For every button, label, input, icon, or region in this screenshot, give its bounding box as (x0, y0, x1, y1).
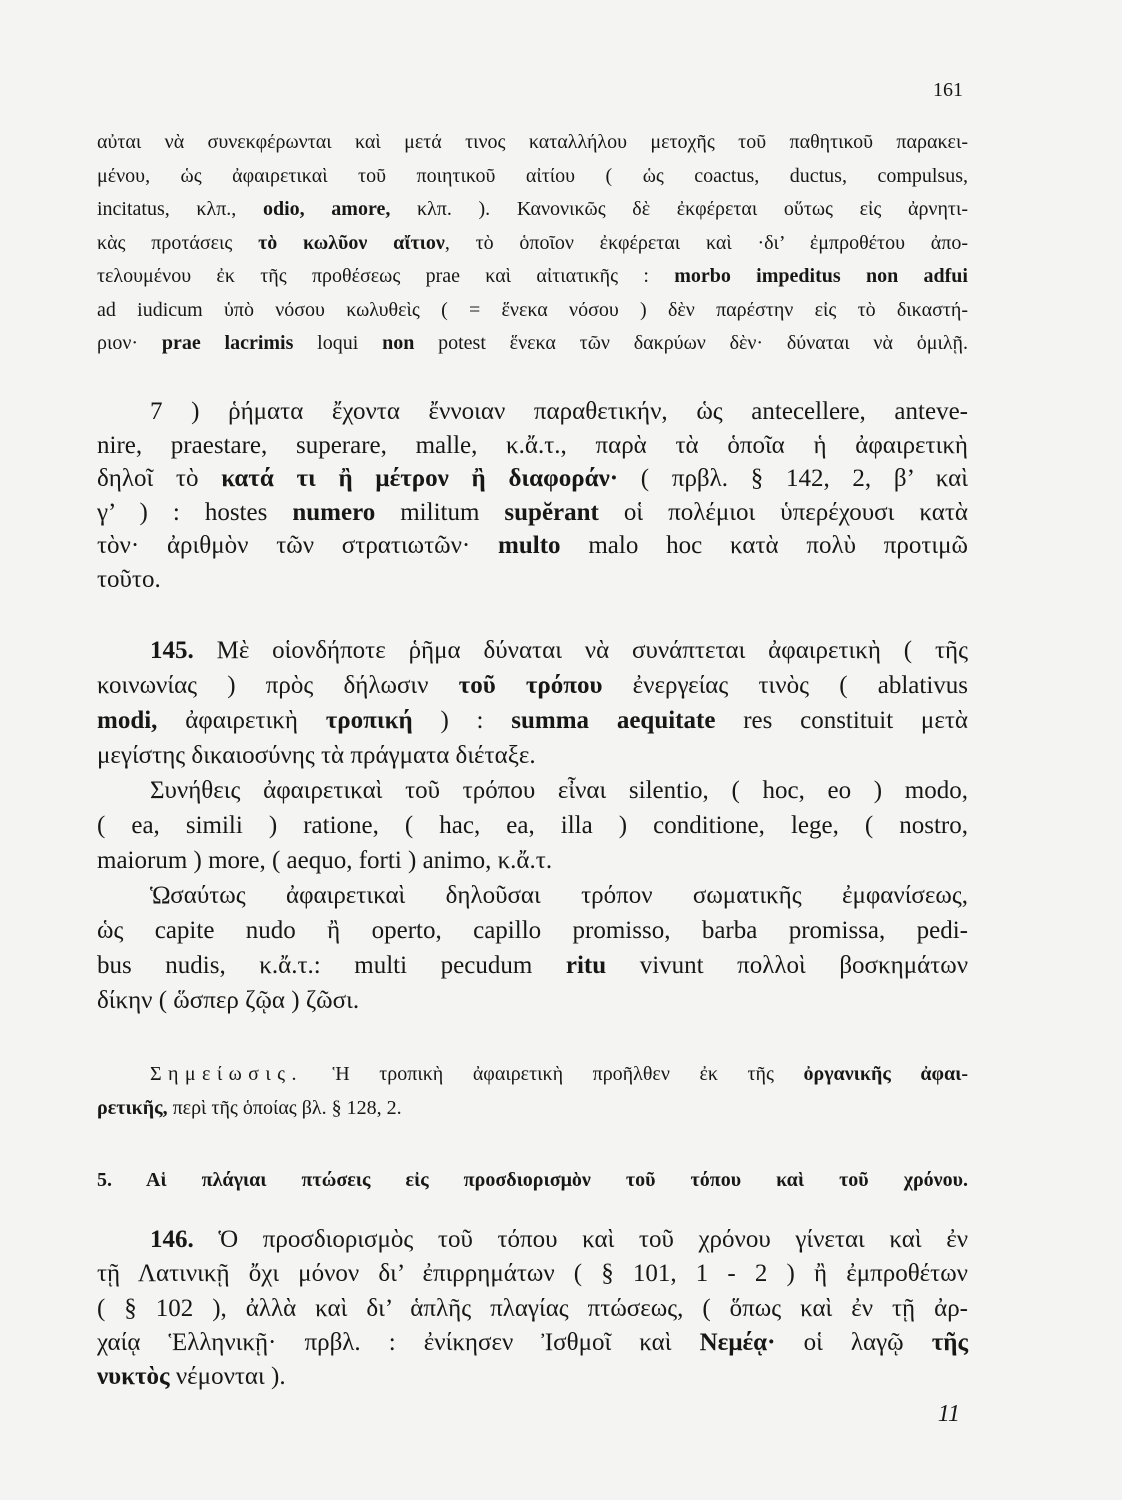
bold-text-run: modi, (97, 707, 158, 734)
bold-text-run: non (382, 332, 415, 354)
text-line (97, 1223, 968, 1257)
bold-text-run: morbo impeditus non adfui (674, 265, 968, 287)
text-run: Ὁ προσδιορισμὸς τοῦ τόπου καὶ τοῦ χρόνου γίνεται καὶ ἐν (193, 1226, 968, 1253)
bold-text-run: ritu (565, 952, 607, 979)
text-line (97, 633, 968, 668)
bold-text-run: multo (498, 532, 561, 559)
text-run: χαίᾳ Ἑλληνικῇ· πρβλ. : ἐνίκησεν Ἰσθμοῖ καὶ (97, 1328, 700, 1356)
text-line (97, 193, 968, 227)
text-run: ἐνεργείας τινὸς ( ablativus (602, 672, 968, 699)
text-run: κλπ. ). Κανονικῶς δὲ ἐκφέρεται οὕτως εἰς ἀρνητι- (390, 198, 969, 220)
text-line (97, 1326, 968, 1360)
text-run: Μὲ οἱονδήποτε ῥῆμα δύναται νὰ συνάπτεται ἀφαιρετικὴ ( τῆς (193, 637, 968, 664)
text-line (97, 563, 968, 597)
item-7-paragraph (97, 395, 968, 596)
text-line (97, 913, 968, 948)
page-number: 161 (933, 79, 963, 101)
text-run: ( πρβλ. § 142, 2, β’ καὶ (618, 465, 968, 492)
section-number: 145. (150, 637, 194, 664)
text-run: περὶ τῆς ὁποίας βλ. § 128, 2. (167, 1096, 402, 1119)
text-run: τοῦτο. (97, 565, 161, 593)
text-line (97, 773, 968, 808)
likewise-paragraph (97, 878, 968, 1018)
text-line (97, 1257, 968, 1291)
text-run: Ἡ τροπικὴ ἀφαιρετικὴ προῆλθεν ἐκ τῆς (302, 1063, 804, 1085)
text-line (97, 462, 968, 496)
text-line (97, 429, 968, 463)
bold-text-run: τοῦ τρόπου (458, 672, 603, 699)
text-run: δηλοῖ τὸ (97, 465, 222, 492)
intro-paragraph (97, 126, 968, 361)
text-run: κοινωνίας ) πρὸς δήλωσιν (97, 672, 459, 699)
text-line (97, 668, 968, 703)
text-run: bus nudis, κ.ἄ.τ.: multi pecudum (97, 952, 566, 979)
text-line (97, 294, 968, 328)
text-line (97, 738, 968, 773)
text-run: δίκην ( ὥσπερ ζῷα ) ζῶσι. (97, 987, 360, 1014)
text-line (97, 126, 968, 160)
text-run: militum (375, 498, 505, 526)
text-run: τὸν· ἀριθμὸν τῶν στρατιωτῶν· (97, 532, 499, 559)
text-run: ) : (412, 707, 512, 734)
text-line (97, 496, 968, 530)
bold-text-run: supĕrant (504, 498, 599, 526)
text-run: οἱ λαγῷ (775, 1328, 932, 1356)
text-run: τῇ Λατινικῇ ὄχι μόνον δι’ ἐπιρρημάτων ( § 101, 1 - 2 ) ἢ ἐμπροθέτων (97, 1260, 968, 1288)
section-number: 146. (150, 1226, 194, 1253)
text-line (97, 327, 968, 361)
text-run: ριον· (97, 332, 162, 354)
heading-text: 5. Αἱ πλάγιαι πτώσεις εἰς προσδιορισμὸν τοῦ τόπου καὶ τοῦ χρόνου. (97, 1169, 968, 1191)
bold-text-run: τῆς (931, 1328, 968, 1356)
text-run: οἱ πολέμιοι ὑπερέχουσι κατὰ (598, 498, 968, 526)
text-line (97, 703, 968, 738)
text-run: ad iudicum ὑπὸ νόσου κωλυθεὶς ( = ἕνεκα νόσου ) δὲν παρέστην εἰς τὸ δικαστή- (97, 298, 968, 321)
text-run: maiorum ) more, ( aequo, forti ) animo, κ.ἄ.τ. (97, 847, 553, 874)
usual-ablatives-paragraph (97, 773, 968, 878)
bold-text-run: ρετικῆς, (97, 1096, 168, 1119)
text-line (97, 227, 968, 261)
bold-text-run: Νεμέᾳ· (699, 1328, 776, 1356)
subsection-heading (97, 1163, 968, 1197)
text-run: κὰς προτάσεις (97, 231, 259, 254)
text-run: μεγίστης δικαιοσύνης τὰ πράγματα διέταξε. (97, 742, 536, 769)
text-run: νέμονται ). (169, 1363, 286, 1390)
text-run: vivunt πολλοὶ βοσκημάτων (606, 952, 968, 979)
bold-text-run: τὸ κωλῦον αἴτιον (258, 231, 445, 254)
text-run: Ὡσαύτως ἀφαιρετικαὶ δηλοῦσαι τρόπον σωματικῆς ἐμφανίσεως, (150, 882, 968, 909)
bold-text-run: τροπική (325, 707, 413, 734)
text-run: nire, praestare, superare, malle, κ.ἄ.τ., παρὰ τὰ ὁποῖα ἡ ἀφαιρετικὴ (97, 431, 968, 459)
text-line (97, 529, 968, 563)
text-run: 7 ) ῥήματα ἔχοντα ἔννοιαν παραθετικήν, ὡς antecellere, anteve- (150, 398, 968, 425)
text-run: Συνήθεις ἀφαιρετικαὶ τοῦ τρόπου εἶναι silentio, ( hoc, eo ) modo, (150, 777, 968, 804)
note-paragraph (97, 1058, 968, 1125)
text-run: τελουμένου ἐκ τῆς προθέσεως prae καὶ αἰτιατικῆς : (97, 265, 675, 287)
section-146 (97, 1223, 968, 1394)
text-line (97, 843, 968, 878)
text-line (97, 1058, 968, 1092)
text-run: ( ea, simili ) ratione, ( hac, ea, illa ) conditione, lege, ( nostro, (97, 812, 968, 839)
text-run: loqui (293, 332, 383, 354)
text-line (97, 983, 968, 1018)
bold-text-run: νυκτὸς (97, 1363, 170, 1390)
bold-text-run: summa aequitate (511, 707, 716, 734)
text-run: γ’ ) : hostes (97, 498, 293, 526)
section-145 (97, 633, 968, 1018)
text-line (97, 878, 968, 913)
text-run: incitatus, κλπ., (97, 198, 263, 220)
text-run: αὐται νὰ συνεκφέρωνται καὶ μετά τινος καταλλήλου μετοχῆς τοῦ παθητικοῦ παρακει- (97, 131, 968, 153)
text-line (97, 395, 968, 429)
text-line (97, 160, 968, 194)
text-run: potest ἕνεκα τῶν δακρύων δὲν· δύναται νὰ ὁμιλῇ. (414, 332, 968, 354)
text-line (97, 948, 968, 983)
text-line (97, 1292, 968, 1326)
text-line (97, 1360, 968, 1394)
text-run: malo hoc κατὰ πολὺ προτιμῶ (560, 532, 968, 559)
text-run: , τὸ ὁποῖον ἐκφέρεται καὶ ·δι’ ἐμπροθέτου ἀπο- (444, 231, 968, 254)
text-line (97, 808, 968, 843)
bold-text-run: prae lacrimis (161, 332, 294, 354)
bold-text-run: numero (292, 498, 376, 526)
signature-mark: 11 (937, 1401, 960, 1427)
bold-text-run: κατά τι ἢ μέτρον ἢ διαφοράν· (221, 465, 619, 492)
section-145-paragraph (97, 633, 968, 773)
text-line (97, 260, 968, 294)
bold-text-run: odio, amore, (262, 198, 391, 220)
text-run: ( § 102 ), ἀλλὰ καὶ δι’ ἁπλῆς πλαγίας πτώσεως, ( ὅπως καὶ ἐν τῇ ἀρ- (97, 1294, 968, 1322)
text-run: ὡς capite nudo ἢ operto, capillo promisso, barba promissa, pedi- (97, 917, 968, 944)
note-label: Σημείωσις. (150, 1063, 303, 1085)
text-run: ἀφαιρετικὴ (157, 707, 326, 734)
text-run: res constituit μετὰ (715, 707, 968, 734)
text-line (97, 1092, 968, 1126)
text-run: μένου, ὡς ἀφαιρετικαὶ τοῦ ποιητικοῦ αἰτίου ( ὡς coactus, ductus, compulsus, (97, 164, 968, 187)
bold-text-run: ὀργανικῆς ἀφαι- (803, 1063, 968, 1085)
